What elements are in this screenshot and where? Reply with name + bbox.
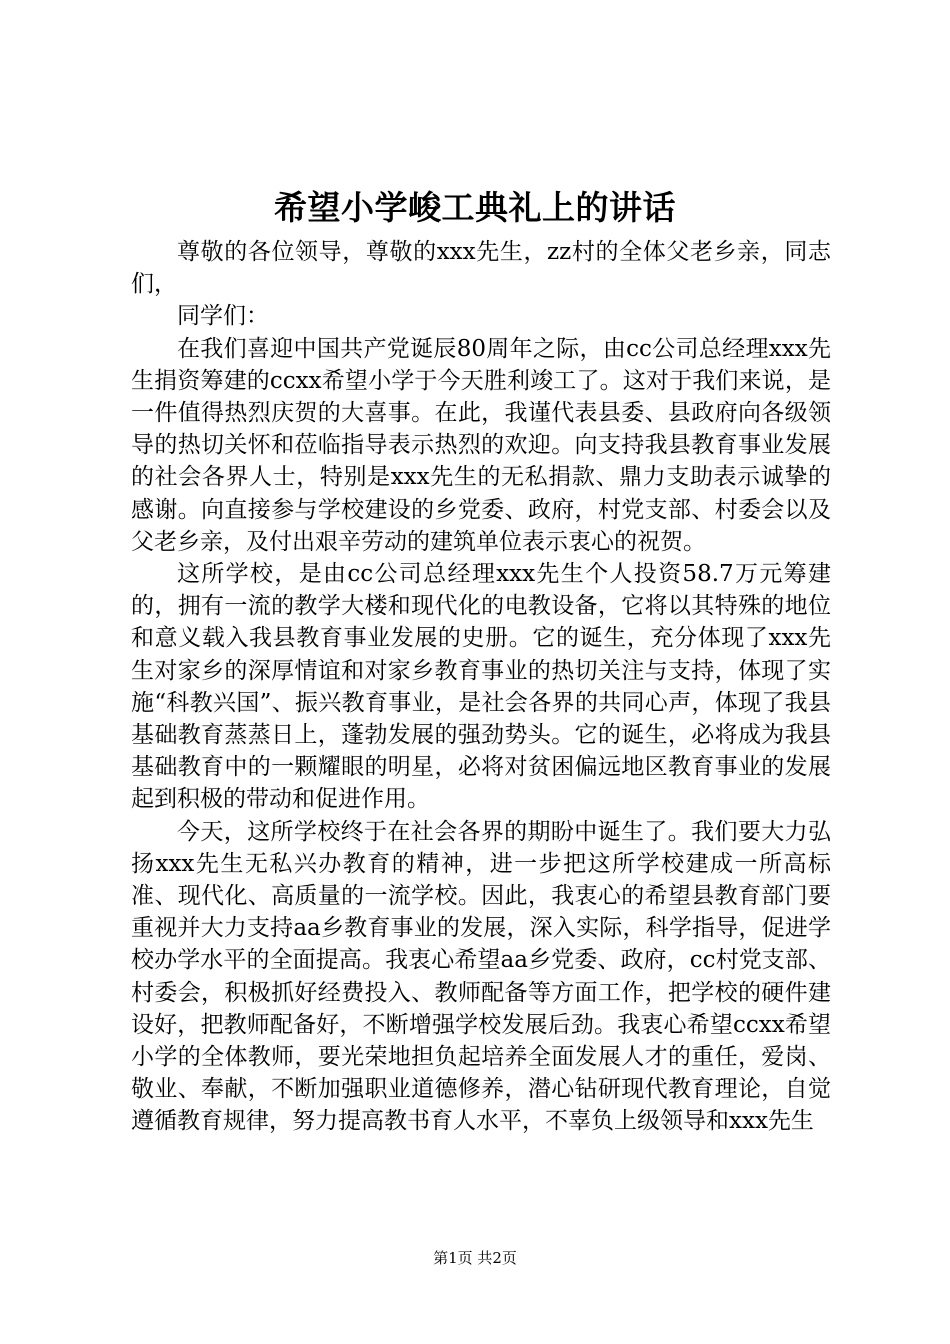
body-paragraph-3: 今天，这所学校终于在社会各界的期盼中诞生了。我们要大力弘扬xxx先生无私兴办教育的精神，进一步把这所学校建成一所高标准、现代化、高质量的一流学校。因此，我衷心的希望县教育部门要重视并大力支持aa乡教育事业的发展，深入实际，科学指导，促进学校办学水平的全面提高。我衷心希望aa乡党委、政府，cc村党支部、村委会，积极抓好经费投入、教师配备等方面工作，把学校的硬件建设好，把教师配备好，不断增强学校发展后劲。我衷心希望ccxx希望小学的全体教师，要光荣地担负起培养全面发展人才的重任，爱岗、敬业、奉献，不断加强职业道德修养，潜心钻研现代教育理论，自觉遵循教育规律，努力提高教书育人水平，不辜负上级领导和xxx先生 [131,818,831,1135]
document-title: 希望小学峻工典礼上的讲话 [274,188,676,227]
page-number-footer: 第1页 共2页 [433,1249,517,1267]
document-body [131,236,831,1138]
body-paragraph-1: 在我们喜迎中国共产党诞辰80周年之际，由cc公司总经理xxx先生捐资筹建的ccxx希望小学于今天胜利竣工了。这对于我们来说，是一件值得热烈庆贺的大喜事。在此，我谨代表县委、县政府向各级领导的热切关怀和莅临指导表示热烈的欢迎。向支持我县教育事业发展的社会各界人士，特别是xxx先生的无私捐款、鼎力支助表示诚挚的感谢。向直接参与学校建设的乡党委、政府，村党支部、村委会以及父老乡亲，及付出艰辛劳动的建筑单位表示衷心的祝贺。 [131,335,831,555]
body-paragraph-2: 这所学校，是由cc公司总经理xxx先生个人投资58.7万元筹建的，拥有一流的教学大楼和现代化的电教设备，它将以其特殊的地位和意义载入我县教育事业发展的史册。它的诞生，充分体现了xxx先生对家乡的深厚情谊和对家乡教育事业的热切关注与支持，体现了实施“科教兴国”、振兴教育事业，是社会各界的共同心声，体现了我县基础教育蒸蒸日上，蓬勃发展的强劲势头。它的诞生，必将成为我县基础教育中的一颗耀眼的明星，必将对贫困偏远地区教育事业的发展起到积极的带动和促进作用。 [131,561,831,813]
salutation-students: 同学们： [177,303,269,330]
salutation-paragraph: 尊敬的各位领导，尊敬的xxx先生，zz村的全体父老乡亲，同志们， [131,239,831,298]
